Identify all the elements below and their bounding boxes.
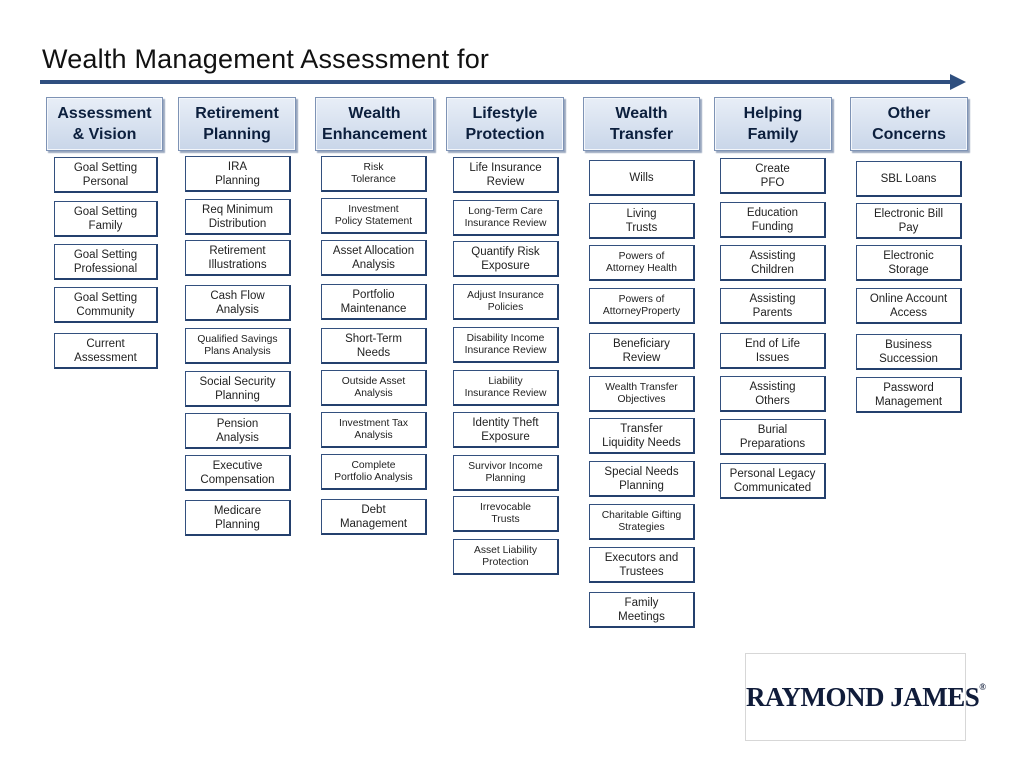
item-box: Qualified Savings Plans Analysis (185, 328, 291, 364)
item-box: Debt Management (321, 499, 427, 535)
item-box: Assisting Others (720, 376, 826, 412)
column-header-helping-family: Helping Family (714, 97, 832, 151)
timeline-arrow (40, 74, 966, 90)
brand-name: RAYMOND JAMES (746, 682, 980, 712)
item-box: Executors and Trustees (589, 547, 695, 583)
item-box: Assisting Parents (720, 288, 826, 324)
item-box: IRA Planning (185, 156, 291, 192)
column-header-lifestyle-protection: Lifestyle Protection (446, 97, 564, 151)
item-box: Survivor Income Planning (453, 455, 559, 491)
item-box: Create PFO (720, 158, 826, 194)
item-box: Short-Term Needs (321, 328, 427, 364)
item-box: End of Life Issues (720, 333, 826, 369)
column-header-retirement-planning: Retirement Planning (178, 97, 296, 151)
item-box: Long-Term Care Insurance Review (453, 200, 559, 236)
item-box: Assisting Children (720, 245, 826, 281)
item-box: Wills (589, 160, 695, 196)
brand-logo-frame (745, 653, 986, 741)
item-box: Irrevocable Trusts (453, 496, 559, 532)
item-box: Password Management (856, 377, 962, 413)
item-box: Powers of AttorneyProperty (589, 288, 695, 324)
item-box: Adjust Insurance Policies (453, 284, 559, 320)
item-box: Personal Legacy Communicated (720, 463, 826, 499)
item-box: Burial Preparations (720, 419, 826, 455)
item-box: Goal Setting Community (54, 287, 158, 323)
item-box: Beneficiary Review (589, 333, 695, 369)
item-box: Asset Liability Protection (453, 539, 559, 575)
item-box: Goal Setting Family (54, 201, 158, 237)
item-box: Electronic Bill Pay (856, 203, 962, 239)
item-box: Electronic Storage (856, 245, 962, 281)
item-box: Goal Setting Professional (54, 244, 158, 280)
item-box: Req Minimum Distribution (185, 199, 291, 235)
item-box: Outside Asset Analysis (321, 370, 427, 406)
item-box: Charitable Gifting Strategies (589, 504, 695, 540)
item-box: Business Succession (856, 334, 962, 370)
column-header-assessment-vision: Assessment & Vision (46, 97, 163, 151)
column-header-other-concerns: Other Concerns (850, 97, 968, 151)
item-box: Medicare Planning (185, 500, 291, 536)
brand-logo (746, 682, 986, 713)
item-box: Living Trusts (589, 203, 695, 239)
item-box: Investment Tax Analysis (321, 412, 427, 448)
item-box: Education Funding (720, 202, 826, 238)
item-box: Executive Compensation (185, 455, 291, 491)
item-box: Special Needs Planning (589, 461, 695, 497)
item-box: Life Insurance Review (453, 157, 559, 193)
item-box: Cash Flow Analysis (185, 285, 291, 321)
item-box: Asset Allocation Analysis (321, 240, 427, 276)
item-box: Pension Analysis (185, 413, 291, 449)
item-box: Identity Theft Exposure (453, 412, 559, 448)
item-box: Quantify Risk Exposure (453, 241, 559, 277)
item-box: Portfolio Maintenance (321, 284, 427, 320)
item-box: Liability Insurance Review (453, 370, 559, 406)
item-box: Risk Tolerance (321, 156, 427, 192)
item-box: Current Assessment (54, 333, 158, 369)
item-box: SBL Loans (856, 161, 962, 197)
column-header-wealth-enhancement: Wealth Enhancement (315, 97, 434, 151)
item-box: Powers of Attorney Health (589, 245, 695, 281)
column-header-wealth-transfer: Wealth Transfer (583, 97, 700, 151)
item-box: Family Meetings (589, 592, 695, 628)
item-box: Goal Setting Personal (54, 157, 158, 193)
item-box: Retirement Illustrations (185, 240, 291, 276)
item-box: Disability Income Insurance Review (453, 327, 559, 363)
item-box: Transfer Liquidity Needs (589, 418, 695, 454)
page-title: Wealth Management Assessment for (42, 44, 490, 74)
registered-mark: ® (979, 682, 986, 692)
item-box: Wealth Transfer Objectives (589, 376, 695, 412)
item-box: Complete Portfolio Analysis (321, 454, 427, 490)
item-box: Online Account Access (856, 288, 962, 324)
item-box: Investment Policy Statement (321, 198, 427, 234)
item-box: Social Security Planning (185, 371, 291, 407)
